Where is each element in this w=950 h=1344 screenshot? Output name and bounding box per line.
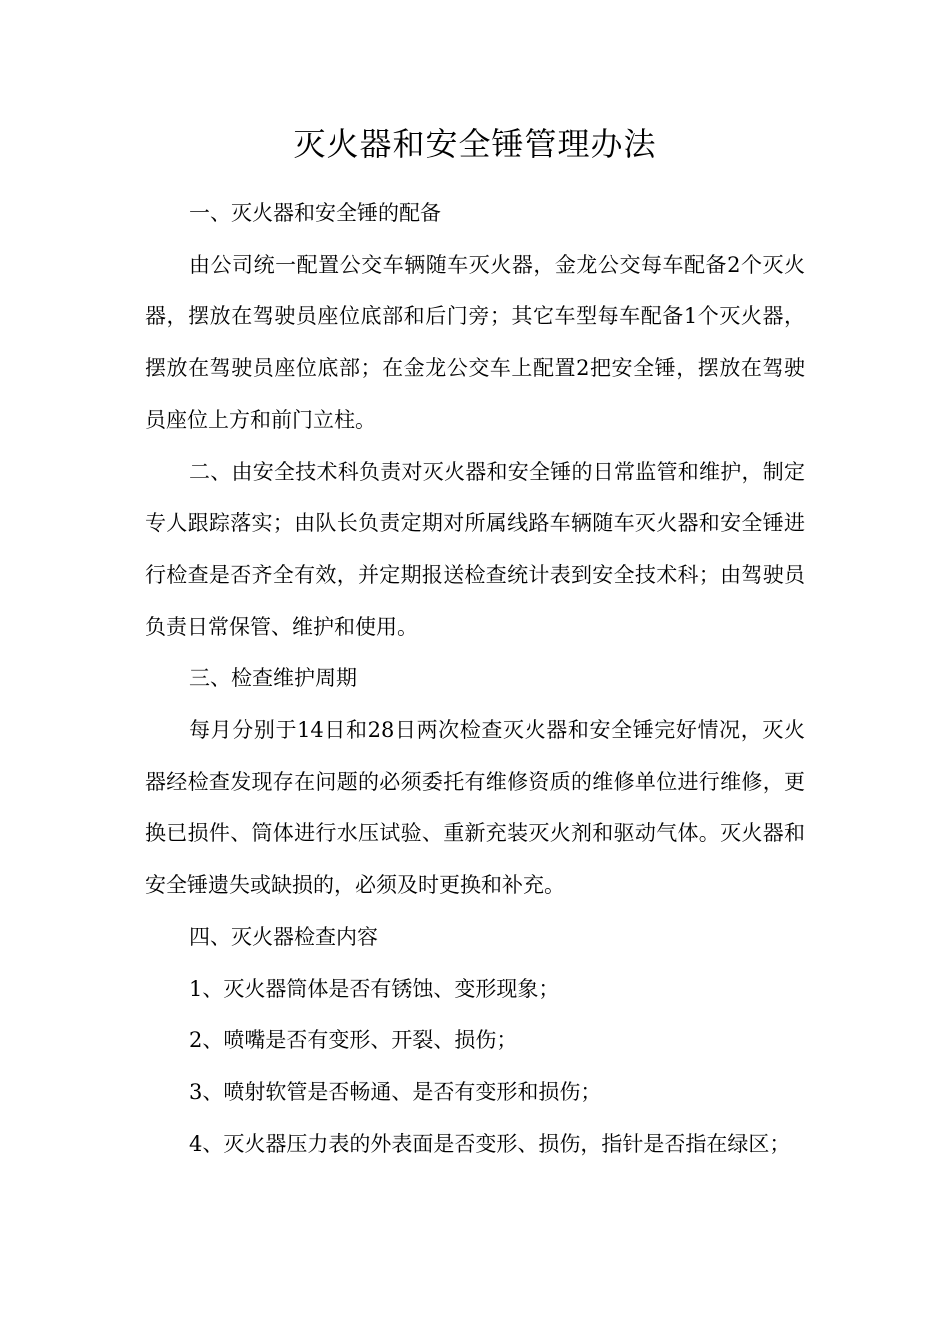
section-heading-cycle: 三、检查维护周期: [189, 666, 357, 691]
paragraph-responsibility: 二、由安全技术科负责对灭火器和安全锤的日常监管和维护，制定专人跟踪落实；由队长负责定期对所属线路车辆随车灭火器和安全锤进行检查是否齐全有效，并定期报送检查统计表到安全技术科；由驾驶员负责日常保管、维护和使用。: [145, 459, 805, 639]
section-heading-inspection: 四、灭火器检查内容: [189, 924, 378, 949]
paragraph-equipment: 由公司统一配置公交车辆随车灭火器，金龙公交每车配备2个灭火器，摆放在驾驶员座位底部和后门旁；其它车型每车配备1个灭火器，摆放在驾驶员座位底部；在金龙公交车上配置2把安全锤，摆放在驾驶员座位上方和前门立柱。: [145, 252, 805, 432]
section-heading-equipment: 一、灭火器和安全锤的配备: [189, 201, 441, 225]
document-title: 灭火器和安全锤管理办法: [293, 125, 657, 163]
paragraph-cycle: 每月分别于14日和28日两次检查灭火器和安全锤完好情况，灭火器经检查发现存在问题的必须委托有维修资质的维修单位进行维修，更换已损件、筒体进行水压试验、重新充装灭火剂和驱动气体。灭火器和安全锤遗失或缺损的，必须及时更换和补充。: [145, 718, 805, 898]
list-item: 3、喷射软管是否畅通、是否有变形和损伤；: [189, 1079, 602, 1104]
list-item: 2、喷嘴是否有变形、开裂、损伤；: [189, 1028, 518, 1053]
list-item: 4、灭火器压力表的外表面是否变形、损伤，指针是否指在绿区；: [189, 1131, 791, 1156]
document-body: [145, 188, 805, 1170]
list-item: 1、灭火器筒体是否有锈蚀、变形现象；: [189, 976, 560, 1001]
